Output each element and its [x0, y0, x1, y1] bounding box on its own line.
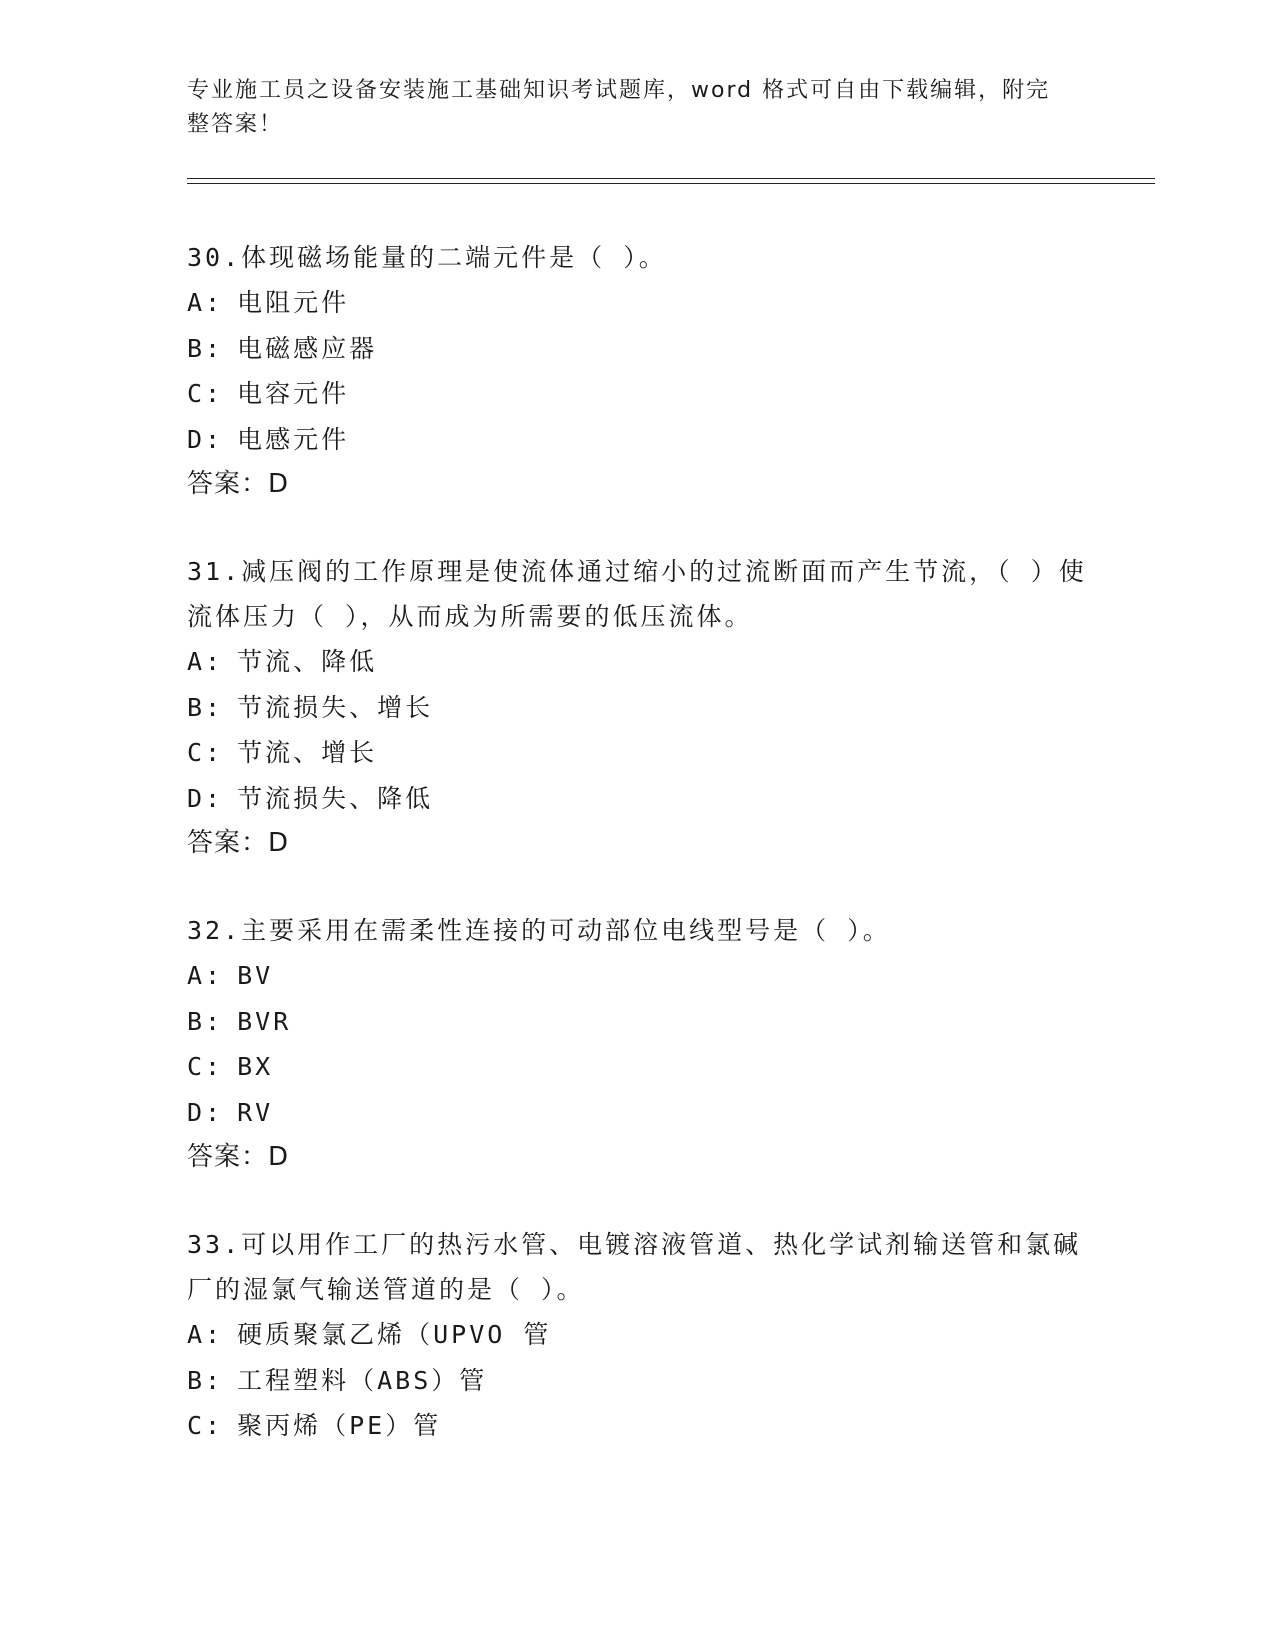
header-divider-top: [187, 178, 1155, 179]
option-text: 电容元件: [237, 379, 350, 408]
option-text: 聚丙烯（PE）管: [237, 1411, 442, 1440]
option-key: B:: [187, 692, 224, 722]
option-c: [187, 730, 1087, 776]
question-stem: 33.可以用作工厂的热污水管、电镀溶液管道、热化学试剂输送管和氯碱厂的湿氯气输送管道的是（ ）。: [187, 1230, 1082, 1304]
answer-label: 答案：D: [187, 828, 290, 858]
option-text: 硬质聚氯乙烯（UPVO 管: [237, 1320, 552, 1349]
option-text: 电感元件: [237, 424, 350, 454]
question-32: [187, 908, 1087, 1180]
option-a: [187, 280, 1087, 326]
option-key: C:: [187, 379, 224, 408]
option-key: D:: [187, 1097, 224, 1127]
option-text: BV: [237, 961, 274, 990]
option-key: D:: [187, 424, 224, 454]
option-text: BVR: [237, 1006, 292, 1036]
option-text: 节流损失、增长: [237, 692, 434, 722]
option-d: [187, 776, 1087, 822]
option-b: [187, 1358, 1087, 1404]
document-header: 专业施工员之设备安装施工基础知识考试题库，word 格式可自由下载编辑，附完整答案！: [187, 78, 1051, 137]
option-text: 节流、增长: [237, 738, 378, 767]
option-key: A:: [187, 288, 224, 317]
answer-label: 答案：D: [187, 469, 290, 499]
option-text: 节流损失、降低: [237, 783, 434, 813]
question-stem: 30.体现磁场能量的二端元件是（ ）。: [187, 243, 667, 272]
option-d: [187, 417, 1087, 463]
option-b: [187, 326, 1087, 372]
question-stem: 32.主要采用在需柔性连接的可动部位电线型号是（ ）。: [187, 916, 891, 945]
option-text: 电磁感应器: [237, 333, 378, 363]
option-key: C:: [187, 1411, 224, 1440]
option-a: [187, 639, 1087, 685]
option-text: RV: [237, 1097, 274, 1127]
option-key: C:: [187, 738, 224, 767]
option-text: BX: [237, 1052, 274, 1081]
option-b: [187, 685, 1087, 731]
option-a: [187, 953, 1087, 999]
option-text: 电阻元件: [237, 288, 350, 317]
option-key: B:: [187, 1365, 224, 1395]
option-text: 工程塑料（ABS）管: [237, 1365, 488, 1395]
option-key: A:: [187, 1320, 224, 1349]
option-c: [187, 371, 1087, 417]
option-key: D:: [187, 783, 224, 813]
question-stem: 31.减压阀的工作原理是使流体通过缩小的过流断面而产生节流，（ ）使流体压力（ ），从而成为所需要的低压流体。: [187, 557, 1087, 631]
question-31: [187, 549, 1087, 866]
question-list: [187, 235, 1087, 1491]
option-key: C:: [187, 1052, 224, 1081]
question-33: [187, 1222, 1087, 1449]
option-key: B:: [187, 333, 224, 363]
option-key: B:: [187, 1006, 224, 1036]
option-d: [187, 1090, 1087, 1136]
question-30: [187, 235, 1087, 507]
option-text: 节流、降低: [237, 647, 378, 676]
option-c: [187, 1403, 1087, 1449]
option-b: [187, 999, 1087, 1045]
option-key: A:: [187, 961, 224, 990]
header-divider-bottom: [187, 183, 1155, 184]
option-a: [187, 1312, 1087, 1358]
answer-label: 答案：D: [187, 1142, 290, 1172]
option-key: A:: [187, 647, 224, 676]
option-c: [187, 1044, 1087, 1090]
